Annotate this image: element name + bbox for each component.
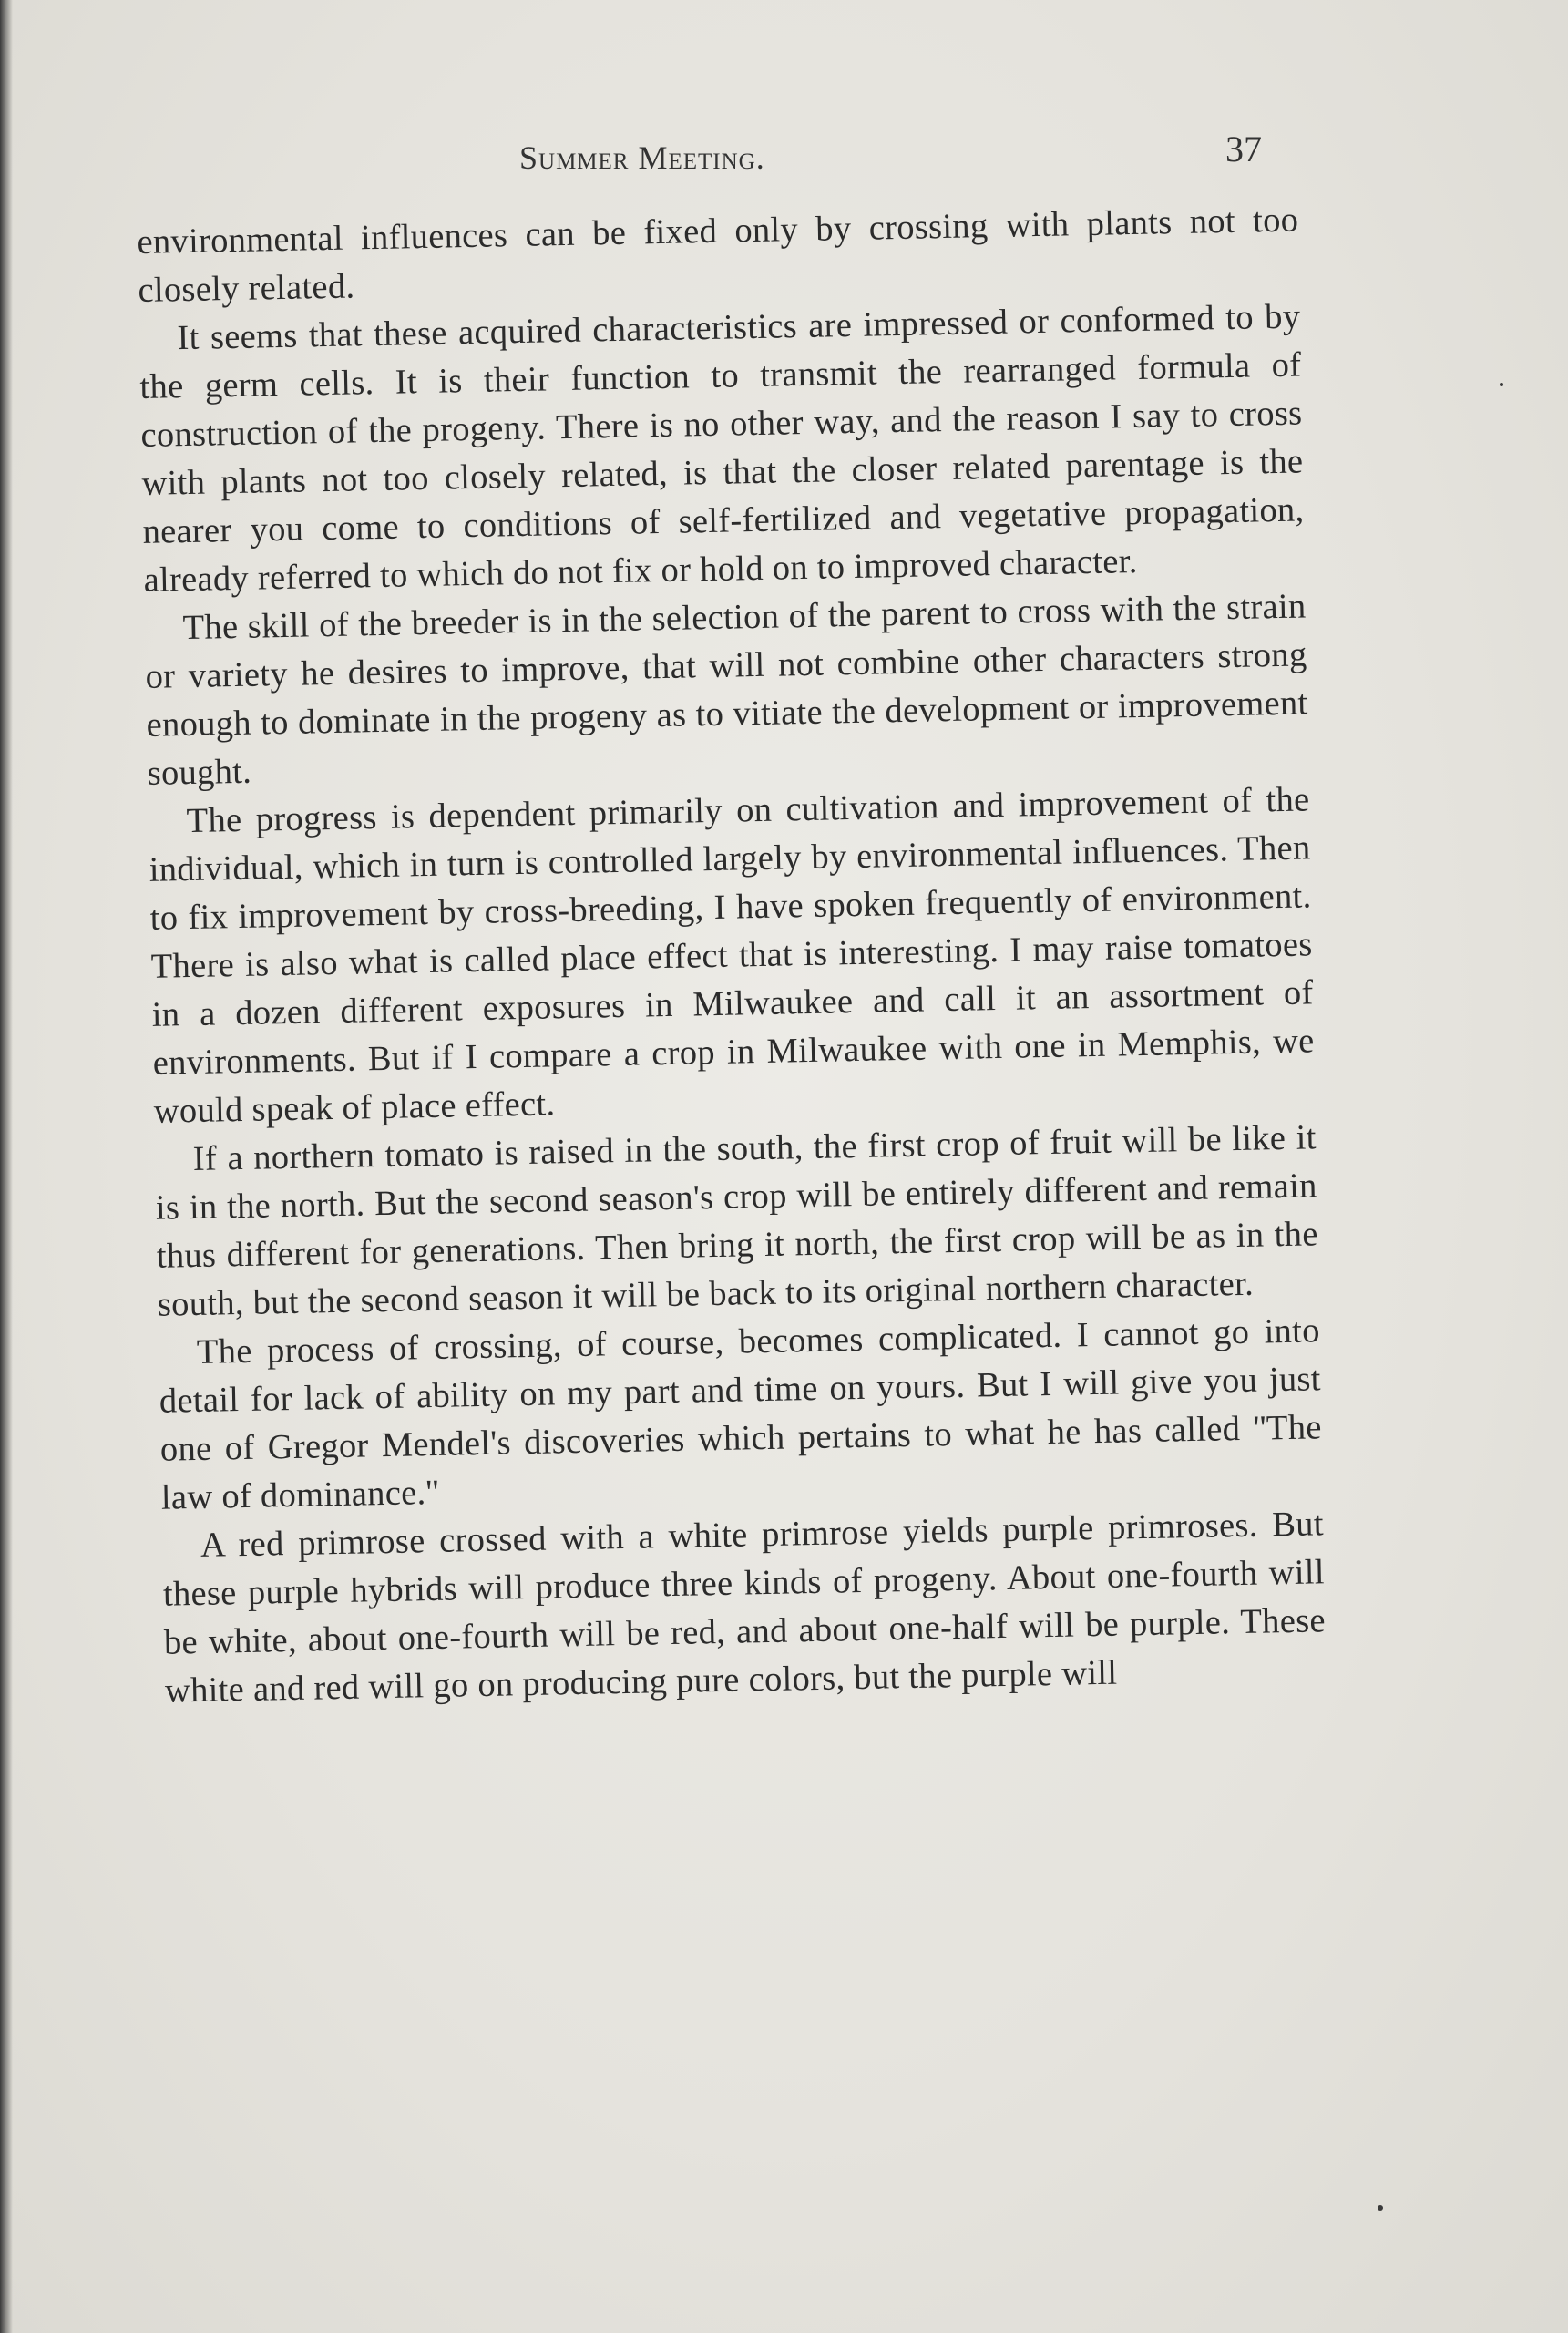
paper-speck (1500, 383, 1503, 386)
paragraph-7: A red primrose crossed with a white primrose yields purple primroses. But these purple hybrids will produce three kinds of progeny. About one-fourth will be white, about one-fourth will be red, and about one-half will be purple. These white and red will go on producing pure colors, but the purple will (162, 1505, 1327, 1711)
binding-gutter-shadow (0, 0, 13, 2333)
paragraph-3: The skill of the breeder is in the selection of the parent to cross with the strain or variety he desires to improve, that will not combine other characters strong enough to dominate in the progeny as to vitiate the development or improvement sought. (145, 587, 1308, 793)
page-number: 37 (1225, 128, 1262, 170)
running-head (0, 128, 1568, 191)
paragraph-5: If a northern tomato is raised in the south, the first crop of fruit will be like it is in the north. But the second season's crop will be entirely different and remain thus different for generations. Then bring it north, the first crop will be as in the south, but the second season it will be back to its original northern character. (155, 1118, 1319, 1324)
paragraph-2: It seems that these acquired characteristics are impressed or conformed to by the germ cells. It is their function to transmit the rearranged formula of construction of the progeny. There is no other way, and the reason I say to cross with plants not too closely related, is that the closer related parentage is the nearer you come to conditions of self-fertilized and vegetative propagation, already referred to which do not fix or hold on to improved character. (139, 297, 1305, 600)
paragraph-4: The progress is dependent primarily on cultivation and improvement of the individual, which in turn is controlled largely by environmental influences. Then to fix improvement by cross-breeding, I have spoken frequently of environment. There is also what is called place effect that is interesting. I may raise tomatoes in a dozen different exposures in Milwaukee and call it an assortment of environments. But if I compare a crop in Milwaukee with one in Memphis, we would speak of place effect. (149, 780, 1315, 1131)
body-text (137, 197, 1327, 1716)
running-head-title: Summer Meeting. (519, 139, 765, 176)
paper-speck (1378, 2205, 1383, 2211)
paragraph-1: environmental influences can be fixed only by crossing with plants not too closely related. (137, 200, 1299, 310)
paragraph-6: The process of crossing, of course, becomes complicated. I cannot go into detail for lack of ability on my part and time on yours. But I will give you just one of Gregor Mendel's discoveries which pertains to what he has called ''The law of dominance.'' (159, 1311, 1323, 1517)
